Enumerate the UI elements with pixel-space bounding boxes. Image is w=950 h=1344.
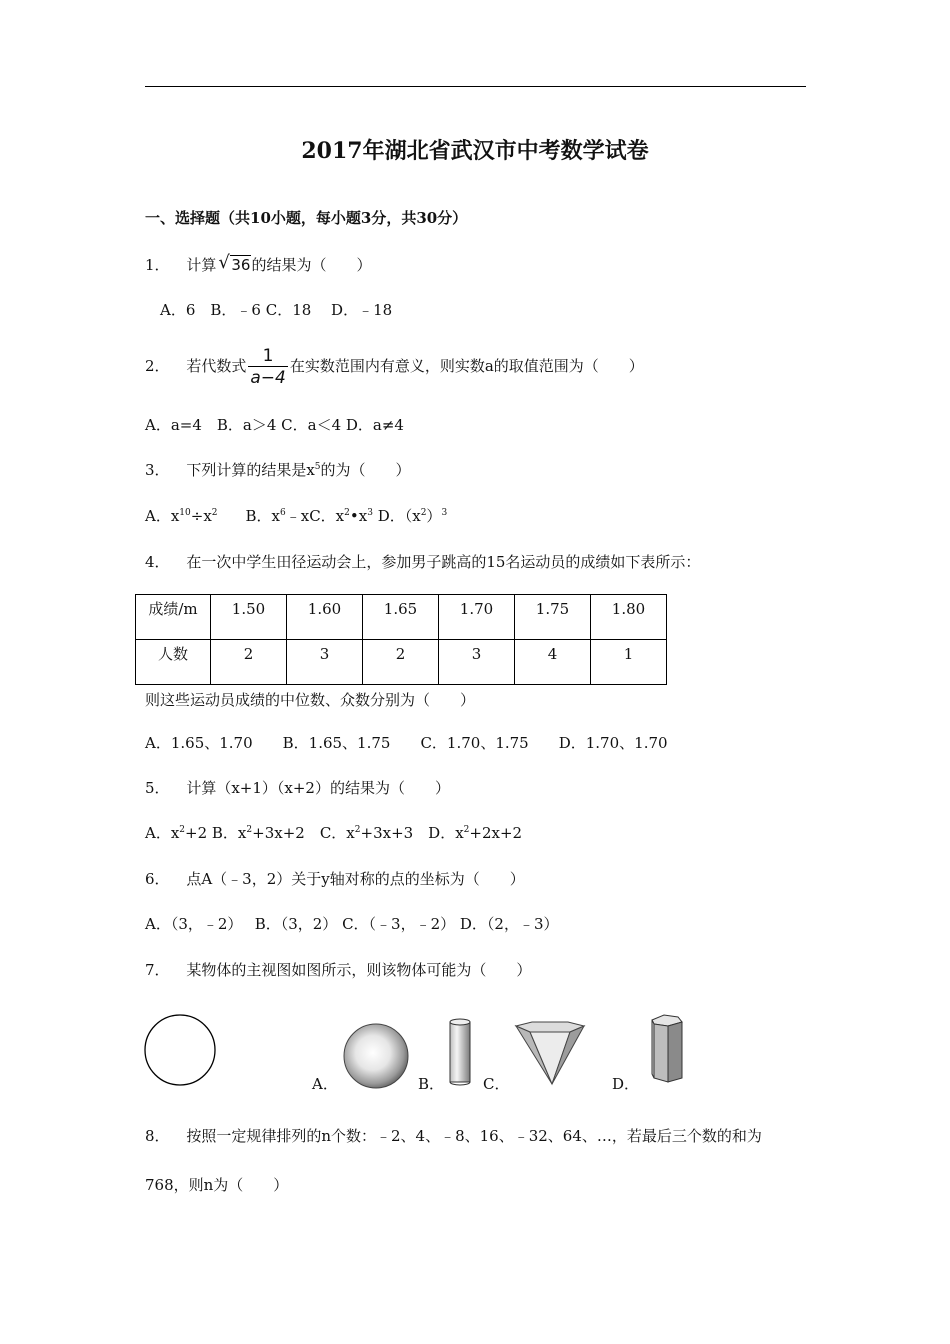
question-7 [145,960,531,980]
superscript: 2 [354,825,361,835]
prism-figure [644,1012,688,1086]
question-3 [145,460,411,480]
superscript: 2 [344,508,350,518]
superscript: 3 [367,508,373,518]
table-cell: 1.80 [591,595,667,640]
superscript: 2 [179,825,186,835]
table-cell: 3 [287,640,363,685]
question-text-end: 的结果为（ ） [251,256,372,274]
cylinder-figure [446,1016,474,1088]
question-3-options [145,506,447,526]
table-header-row [136,595,667,640]
table-cell: 1.60 [287,595,363,640]
question-number: 2． [145,357,170,375]
pyramid-figure [512,1018,588,1088]
question-text: 在一次中学生田径运动会上，参加男子跳高的15名运动员的成绩如下表所示： [186,553,701,571]
option-d-mid: ） [426,507,442,525]
top-rule [145,86,806,87]
option-a-label: A． [312,1075,338,1093]
option-b: B．x [245,507,280,525]
question-5 [145,778,450,798]
superscript: 6 [280,508,286,518]
table-cell: 4 [515,640,591,685]
option-a: A．x [145,507,180,525]
question-number: 5． [145,779,170,797]
question-number: 3． [145,461,170,479]
superscript: 10 [179,508,191,518]
table-cell: 3 [439,640,515,685]
option-d-label: D． [612,1075,640,1093]
table-cell: 2 [363,640,439,685]
question-number: 8． [145,1127,170,1145]
option-a: A．x [145,824,180,842]
question-4-followup: 则这些运动员成绩的中位数、众数分别为（ ） [145,691,476,709]
question-number: 6． [145,870,170,888]
table-row-label: 人数 [136,640,211,685]
sqrt-expression [218,252,251,275]
question-number: 4． [145,553,170,571]
question-number: 1． [145,256,170,274]
section-heading: 一、选择题（共10小题，每小题3分，共30分） [145,209,468,227]
question-8 [145,1126,762,1146]
option-b-c: +3x+2 C．x [252,824,355,842]
question-text: 点A（﹣3，2）关于y轴对称的点的坐标为（ ） [186,870,525,888]
table-cell: 1 [591,640,667,685]
superscript: 3 [441,508,448,518]
table-cell: 1.65 [363,595,439,640]
question-text: 计算（x+1）（x+2）的结果为（ ） [186,779,450,797]
table-header-label: 成绩/m [136,595,211,640]
question-1-options: A．6 B．﹣6 C．18 D．﹣18 [160,301,393,319]
question-text: 下列计算的结果是x [186,461,315,479]
table-row [136,640,667,685]
question-text-end: 在实数范围内有意义，则实数a的取值范围为（ ） [289,357,644,375]
table-cell: 1.75 [515,595,591,640]
superscript: 2 [246,825,253,835]
question-5-options [145,823,522,843]
question-4-options: A．1.65、1.70 B．1.65、1.75 C．1.70、1.75 D．1.70、1.70 [145,734,668,752]
question-8-continued: 768，则n为（ ） [145,1176,289,1194]
option-b-c: ﹣xC．x [285,507,345,525]
page-title: 2017年湖北省武汉市中考数学试卷 [301,138,649,164]
fraction [248,346,287,389]
question-text: 计算 [186,256,217,274]
superscript: 2 [211,508,218,518]
front-view-circle-figure [140,1012,222,1092]
superscript: 2 [463,825,470,835]
superscript: 2 [420,508,427,518]
table-cell: 1.50 [211,595,287,640]
question-6-options: A．（3，﹣2） B．（3，2） C．（﹣3，﹣2） D．（2，﹣3） [145,915,559,933]
option-c-label: C． [483,1075,510,1093]
option-c-mid: •x [349,507,368,525]
option-b-label: B． [418,1075,445,1093]
superscript: 5 [314,462,321,472]
option-a-mid: ÷x [190,507,212,525]
question-2 [145,344,644,389]
question-text: 按照一定规律排列的n个数：﹣2、4、﹣8、16、﹣32、64、…，若最后三个数的和为 [186,1127,762,1145]
table-cell: 1.70 [439,595,515,640]
scores-table [135,594,667,685]
table-cell: 2 [211,640,287,685]
option-d: D．（x [372,507,421,525]
question-1 [145,252,372,275]
radicand: 36 [231,256,251,274]
question-text-end: 的为（ ） [320,461,411,479]
question-6 [145,869,525,889]
option-a-b: +2 B．x [185,824,247,842]
question-text: 若代数式 [186,357,247,375]
fraction-denominator: a−4 [250,367,286,388]
option-c-d: +3x+3 D．x [360,824,464,842]
question-4 [145,552,700,572]
option-d-end: +2x+2 [469,824,523,842]
radical-sign-icon: √ [218,252,230,273]
question-number: 7． [145,961,170,979]
question-text: 某物体的主视图如图所示，则该物体可能为（ ） [186,961,532,979]
sphere-figure [340,1020,412,1092]
fraction-numerator: 1 [248,346,287,367]
question-2-options: A．a=4 B．a＞4 C．a＜4 D．a≠4 [145,416,404,434]
